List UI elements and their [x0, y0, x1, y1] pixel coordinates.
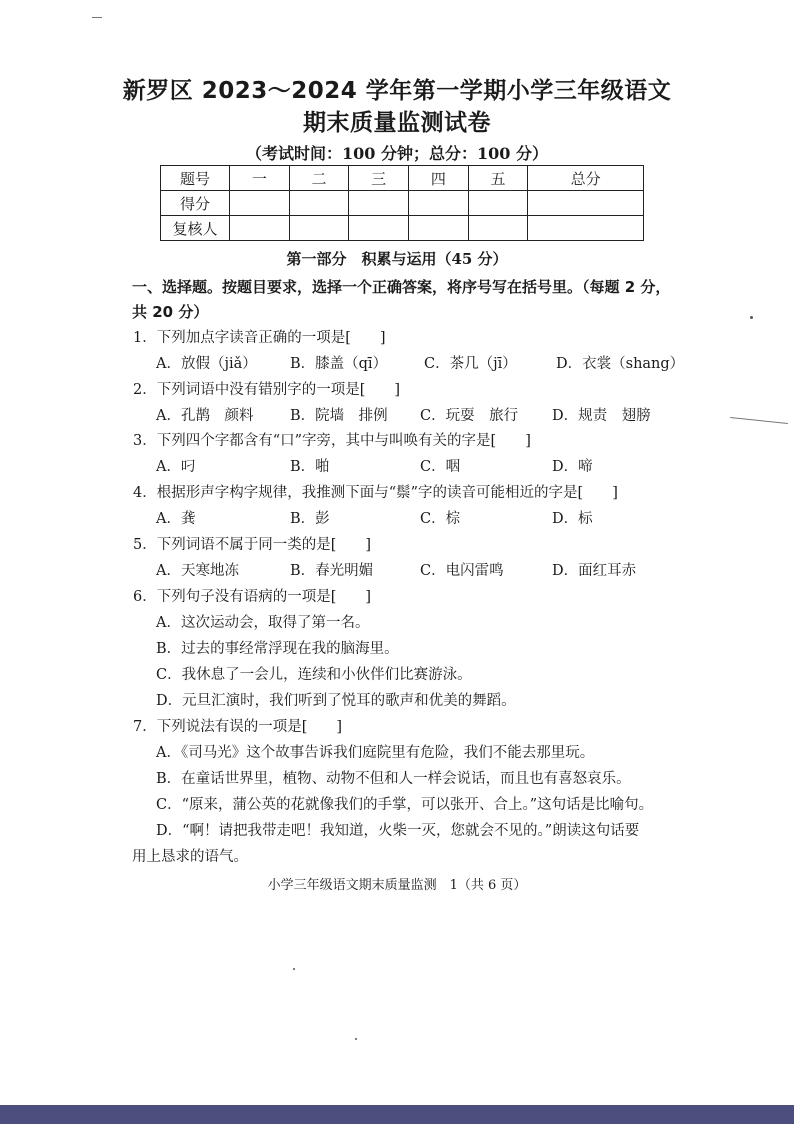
score-header-cell: 二 [289, 166, 349, 191]
answer-option-continuation: 用上恳求的语气。 [132, 849, 248, 865]
answer-option: D．规责 翅膀 [552, 408, 651, 424]
score-table-header-row [161, 166, 644, 191]
question-stem: 3．下列四个字都含有“口”字旁，其中与叫唤有关的字是[ ] [133, 433, 531, 449]
answer-option: C．棕 [420, 511, 461, 527]
score-cell [349, 216, 409, 241]
score-table-row-reviewer [161, 216, 644, 241]
answer-option: C．电闪雷鸣 [420, 563, 504, 579]
answer-option: B．在童话世界里，植物、动物不但和人一样会说话，而且也有喜怒哀乐。 [156, 771, 631, 787]
answer-option: A．孔鹊 颜料 [156, 408, 254, 424]
score-table [160, 165, 644, 241]
score-header-cell: 四 [409, 166, 469, 191]
scan-speck [293, 968, 295, 970]
score-header-cell: 题号 [161, 166, 230, 191]
answer-option: D．元旦汇演时，我们听到了悦耳的歌声和优美的舞蹈。 [156, 693, 516, 709]
score-cell [230, 191, 290, 216]
score-header-cell: 总分 [528, 166, 644, 191]
exam-title-line2: 期末质量监测试卷 [303, 110, 491, 136]
answer-option: B．啪 [290, 459, 330, 475]
score-row-label: 复核人 [161, 216, 230, 241]
question-stem: 5．下列词语不属于同一类的是[ ] [133, 537, 372, 553]
scan-bottom-edge [0, 1105, 794, 1124]
score-cell [289, 191, 349, 216]
section-instruction: 一、选择题。按题目要求，选择一个正确答案，将序号写在括号里。（每题 2 分， [132, 278, 671, 296]
answer-option: C．玩耍 旅行 [420, 408, 519, 424]
score-table-row-score [161, 191, 644, 216]
answer-option: D．“啊！请把我带走吧！我知道，火柴一灭，您就会不见的。”朗读这句话要 [156, 823, 640, 839]
score-header-cell: 三 [349, 166, 409, 191]
score-header-cell: 一 [230, 166, 290, 191]
section-title: 第一部分 积累与运用（45 分） [286, 250, 508, 268]
question-stem: 7．下列说法有误的一项是[ ] [133, 719, 343, 735]
answer-option: A．《司马光》这个故事告诉我们庭院里有危险，我们不能去那里玩。 [156, 745, 595, 761]
answer-option: C．我休息了一会儿，连续和小伙伴们比赛游泳。 [156, 667, 472, 683]
exam-info: （考试时间：100 分钟；总分：100 分） [246, 144, 548, 163]
scan-speck [750, 316, 753, 319]
question-stem: 1．下列加点字读音正确的一项是[ ] [133, 330, 386, 346]
answer-option: A．天寒地冻 [156, 563, 239, 579]
exam-title-line1: 新罗区 2023～2024 学年第一学期小学三年级语文 [122, 78, 672, 104]
answer-option: A．这次运动会，取得了第一名。 [156, 615, 370, 631]
answer-option: D．面红耳赤 [552, 563, 637, 579]
score-cell [409, 216, 469, 241]
score-cell [468, 191, 528, 216]
score-cell [349, 191, 409, 216]
answer-option: D．啼 [552, 459, 593, 475]
score-cell [230, 216, 290, 241]
page-footer: 小学三年级语文期末质量监测 1（共 6 页） [267, 878, 527, 893]
answer-option: C．“原来，蒲公英的花就像我们的手掌，可以张开、合上。”这句话是比喻句。 [156, 797, 654, 813]
answer-option: B．彭 [290, 511, 330, 527]
answer-option: B．院墙 排例 [290, 408, 388, 424]
answer-option: B．膝盖（qī） [290, 356, 388, 372]
answer-option: B．过去的事经常浮现在我的脑海里。 [156, 641, 399, 657]
answer-option: D．标 [552, 511, 593, 527]
score-header-cell: 五 [468, 166, 528, 191]
scan-mark [730, 417, 788, 424]
answer-option: A．放假（jiǎ） [156, 356, 257, 372]
score-cell [409, 191, 469, 216]
score-cell [528, 216, 644, 241]
score-cell [289, 216, 349, 241]
question-stem: 4．根据形声字构字规律，我推测下面与“鬃”字的读音可能相近的字是[ ] [133, 485, 618, 501]
score-cell [528, 191, 644, 216]
score-cell [468, 216, 528, 241]
scan-mark [92, 17, 102, 18]
answer-option: C．咽 [420, 459, 461, 475]
section-instruction-cont: 共 20 分） [132, 303, 209, 321]
answer-option: A．叼 [156, 459, 196, 475]
question-stem: 2．下列词语中没有错别字的一项是[ ] [133, 382, 401, 398]
scan-speck [355, 1038, 357, 1040]
answer-option: A．龚 [156, 511, 196, 527]
answer-option: C．茶几（jī） [424, 356, 517, 372]
answer-option: D．衣裳（shang） [556, 356, 685, 372]
score-row-label: 得分 [161, 191, 230, 216]
answer-option: B．春光明媚 [290, 563, 374, 579]
question-stem: 6．下列句子没有语病的一项是[ ] [133, 589, 372, 605]
